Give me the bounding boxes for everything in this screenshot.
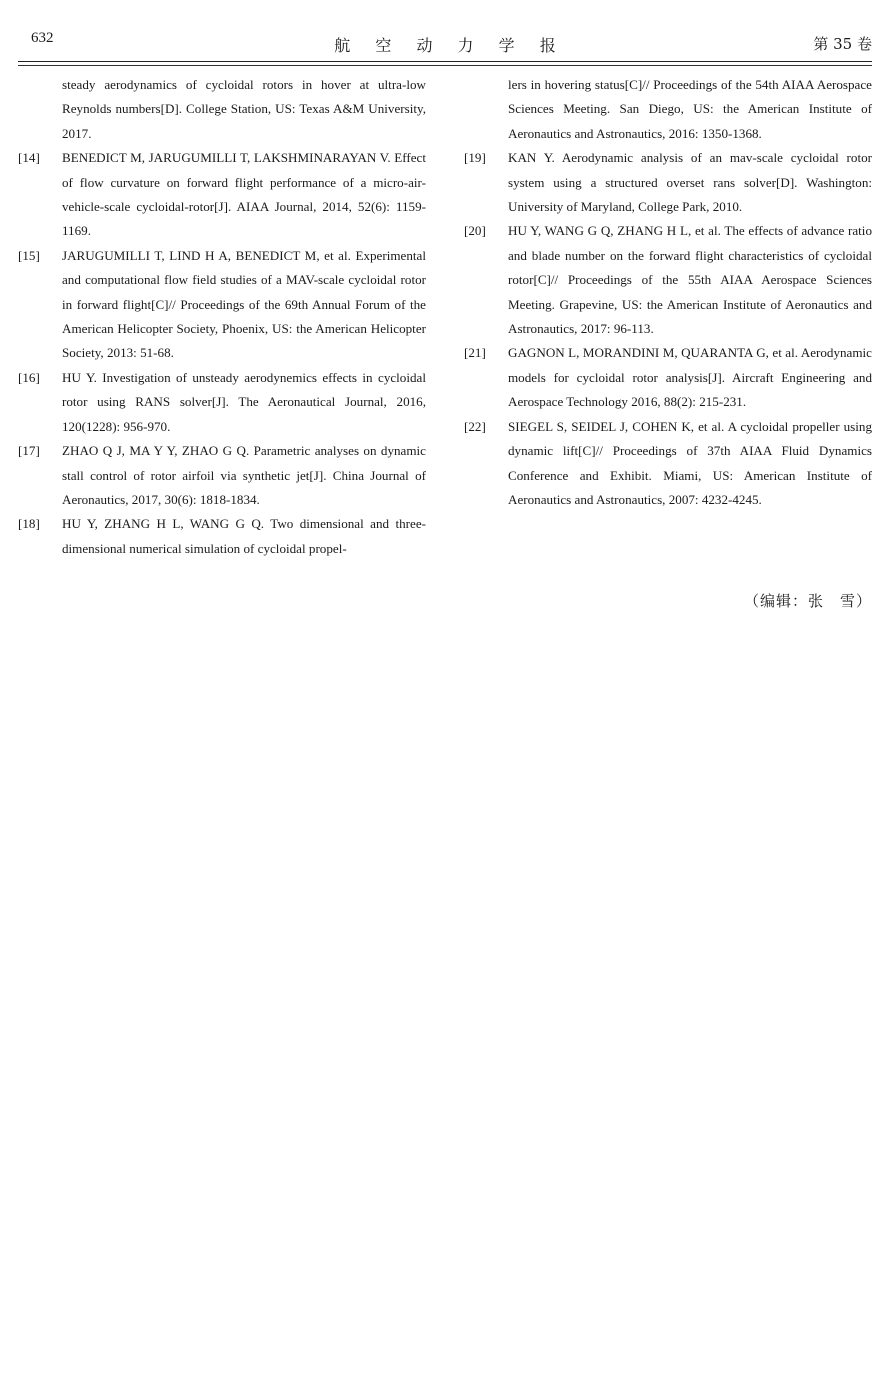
reference-15 [18, 244, 426, 366]
reference-number: [19] [464, 150, 486, 166]
right-column [464, 73, 872, 512]
reference-20 [464, 219, 872, 341]
reference-number: [14] [18, 150, 40, 166]
reference-text: KAN Y. Aerodynamic analysis of an mav-scale cycloidal rotor system using a structured overset rans solver[D]. Washington: University of Maryland, College Park, 2010. [508, 150, 872, 215]
reference-number: [15] [18, 247, 40, 263]
reference-16 [18, 366, 426, 439]
reference-number: [21] [464, 345, 486, 361]
header-rule-thin [18, 65, 872, 66]
left-column [18, 73, 426, 561]
reference-text: HU Y, ZHANG H L, WANG G Q. Two dimensional and three-dimensional numerical simulation of cycloidal propel- [62, 516, 426, 556]
reference-number: [20] [464, 223, 486, 239]
header-rule-thick [18, 61, 872, 62]
editor-note: （编辑：张 雪） [743, 592, 872, 610]
reference-text: HU Y, WANG G Q, ZHANG H L, et al. The effects of advance ratio and blade number on the forward flight characteristics of cycloidal rotor[C]// Proceedings of the 55th AIAA Aerospace Sciences Meeting. Grapevine, US: the American Institute of Aeronautics and Astronautics, 2017: 96-113. [508, 223, 872, 337]
reference-number: [22] [464, 418, 486, 434]
reference-18 [18, 512, 426, 561]
reference-text: SIEGEL S, SEIDEL J, COHEN K, et al. A cycloidal propeller using dynamic lift[C]// Proceedings of 37th AIAA Fluid Dynamics Conference and Exhibit. Miami, US: American Institute of Aeronautics and Astronautics, 2007: 4232-4245. [508, 418, 872, 507]
page-number: 632 [31, 30, 54, 46]
reference-19 [464, 146, 872, 219]
reference-continuation: lers in hovering status[C]// Proceedings of the 54th AIAA Aerospace Sciences Meeting. San Diego, US: the American Institute of Aeronautics and Astronautics, 2016: 1350-1368. [508, 77, 872, 141]
volume-label: 第 35 卷 [813, 35, 872, 53]
reference-text: ZHAO Q J, MA Y Y, ZHAO G Q. Parametric analyses on dynamic stall control of rotor airfoil via synthetic jet[J]. China Journal of Aeronautics, 2017, 30(6): 1818-1834. [62, 443, 426, 507]
reference-number: [17] [18, 443, 40, 459]
reference-text: HU Y. Investigation of unsteady aerodynemics effects in cycloidal rotor using RANS solver[J]. The Aeronautical Journal, 2016, 120(1228): 956-970. [62, 369, 426, 434]
reference-text: GAGNON L, MORANDINI M, QUARANTA G, et al. Aerodynamic models for cycloidal rotor analysis[J]. Aircraft Engineering and Aerospace Technology 2016, 88(2): 215-231. [508, 345, 872, 410]
reference-text: BENEDICT M, JARUGUMILLI T, LAKSHMINARAYAN V. Effect of flow curvature on forward flight performance of a micro-air-vehicle-scale cycloidal-rotor[J]. AIAA Journal, 2014, 52(6): 1159-1169. [62, 150, 426, 239]
reference-number: [16] [18, 369, 40, 385]
reference-14 [18, 146, 426, 244]
reference-22 [464, 415, 872, 513]
journal-name: 航 空 动 力 学 报 [334, 36, 566, 55]
reference-continuation: steady aerodynamics of cycloidal rotors in hover at ultra-low Reynolds numbers[D]. College Station, US: Texas A&M University, 2017. [62, 77, 426, 141]
reference-number: [18] [18, 516, 40, 532]
reference-17 [18, 439, 426, 512]
reference-text: JARUGUMILLI T, LIND H A, BENEDICT M, et al. Experimental and computational flow field studies of a MAV-scale cycloidal rotor in forward flight[C]// Proceedings of the 69th Annual Forum of the American Helicopter Society, Phoenix, US: the American Helicopter Society, 2013: 51-68. [62, 247, 426, 361]
reference-21 [464, 341, 872, 414]
